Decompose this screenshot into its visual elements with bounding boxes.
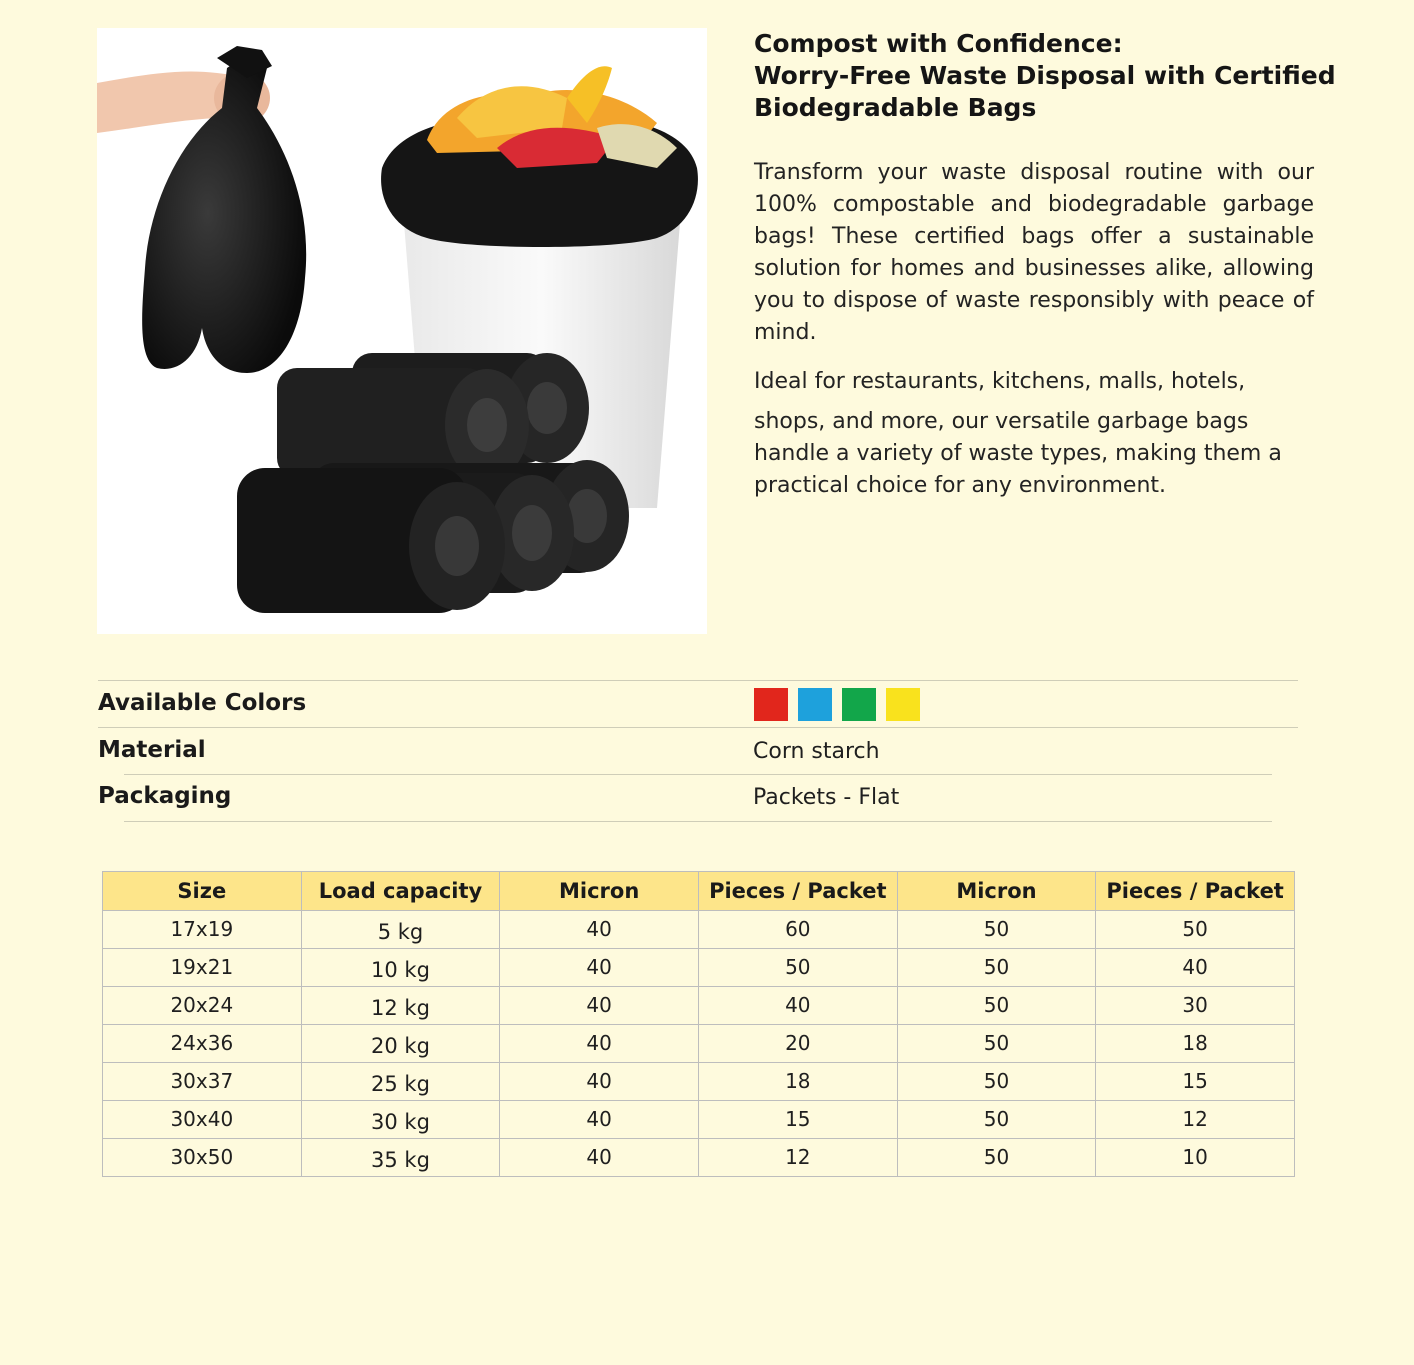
- cell-size: 30x50: [103, 1139, 302, 1177]
- packaging-value: Packets - Flat: [753, 785, 900, 810]
- color-swatch-yellow: [886, 688, 920, 721]
- cell-micron: 40: [500, 911, 699, 949]
- cell-micron: 40: [500, 1101, 699, 1139]
- cell-micron: 40: [500, 1025, 699, 1063]
- cell-micron: 50: [897, 987, 1096, 1025]
- heading-line-3: Biodegradable Bags: [754, 93, 1037, 122]
- header-size: Size: [103, 872, 302, 911]
- cell-pieces: 60: [698, 911, 897, 949]
- color-swatches: [754, 688, 920, 721]
- product-photo: [97, 28, 707, 634]
- cell-pieces: 12: [1096, 1101, 1295, 1139]
- table-row: [103, 1063, 1295, 1101]
- divider: [98, 680, 1298, 681]
- divider: [124, 821, 1272, 822]
- cell-pieces: 10: [1096, 1139, 1295, 1177]
- header-load-capacity: Load capacity: [301, 872, 500, 911]
- cell-pieces: 12: [698, 1139, 897, 1177]
- cell-load: 35 kg: [301, 1139, 500, 1177]
- cell-pieces: 20: [698, 1025, 897, 1063]
- color-swatch-blue: [798, 688, 832, 721]
- header-micron: Micron: [897, 872, 1096, 911]
- cell-pieces: 18: [1096, 1025, 1295, 1063]
- cell-micron: 40: [500, 949, 699, 987]
- cell-load: 25 kg: [301, 1063, 500, 1101]
- cell-pieces: 50: [1096, 911, 1295, 949]
- header-micron: Micron: [500, 872, 699, 911]
- table-row: [103, 1101, 1295, 1139]
- material-value: Corn starch: [753, 739, 880, 764]
- cell-size: 24x36: [103, 1025, 302, 1063]
- product-heading: [754, 28, 1354, 124]
- header-pieces-per-packet: Pieces / Packet: [698, 872, 897, 911]
- divider: [98, 727, 1298, 728]
- cell-micron: 50: [897, 911, 1096, 949]
- cell-pieces: 50: [698, 949, 897, 987]
- cell-size: 30x40: [103, 1101, 302, 1139]
- description-paragraph: Transform your waste disposal routine with our 100% compostable and biodegradable garbage bags! These certified bags offer a sustainable solution for homes and businesses alike, allowing you to dispose of waste responsibly with peace of mind.: [754, 160, 1314, 345]
- table-row: [103, 987, 1295, 1025]
- heading-line-1: Compost with Confidence:: [754, 29, 1123, 58]
- cell-pieces: 40: [698, 987, 897, 1025]
- table-row: [103, 949, 1295, 987]
- cell-size: 19x21: [103, 949, 302, 987]
- cell-load: 30 kg: [301, 1101, 500, 1139]
- header-pieces-per-packet: Pieces / Packet: [1096, 872, 1295, 911]
- packaging-label: Packaging: [98, 783, 232, 809]
- cell-micron: 50: [897, 1063, 1096, 1101]
- cell-load: 20 kg: [301, 1025, 500, 1063]
- cell-micron: 40: [500, 1139, 699, 1177]
- color-swatch-red: [754, 688, 788, 721]
- cell-micron: 40: [500, 987, 699, 1025]
- cell-load: 5 kg: [301, 911, 500, 949]
- cell-micron: 50: [897, 1139, 1096, 1177]
- table-row: [103, 911, 1295, 949]
- cell-pieces: 18: [698, 1063, 897, 1101]
- table-row: [103, 1139, 1295, 1177]
- cell-size: 20x24: [103, 987, 302, 1025]
- table-header-row: [103, 872, 1295, 911]
- cell-micron: 50: [897, 949, 1096, 987]
- cell-load: 10 kg: [301, 949, 500, 987]
- size-table: [102, 871, 1295, 1177]
- table-row: [103, 1025, 1295, 1063]
- material-label: Material: [98, 737, 206, 763]
- cell-pieces: 30: [1096, 987, 1295, 1025]
- divider: [124, 774, 1272, 775]
- cell-pieces: 15: [698, 1101, 897, 1139]
- cell-micron: 50: [897, 1025, 1096, 1063]
- color-swatch-green: [842, 688, 876, 721]
- cell-pieces: 40: [1096, 949, 1295, 987]
- usage-paragraph-line1: Ideal for restaurants, kitchens, malls, hotels,: [754, 369, 1246, 394]
- colors-label: Available Colors: [98, 690, 307, 716]
- cell-micron: 50: [897, 1101, 1096, 1139]
- cell-micron: 40: [500, 1063, 699, 1101]
- heading-line-2: Worry-Free Waste Disposal with Certified: [754, 61, 1336, 90]
- cell-size: 17x19: [103, 911, 302, 949]
- cell-size: 30x37: [103, 1063, 302, 1101]
- cell-load: 12 kg: [301, 987, 500, 1025]
- usage-paragraph: [754, 366, 1314, 502]
- cell-pieces: 15: [1096, 1063, 1295, 1101]
- usage-paragraph-rest: shops, and more, our versatile garbage bags handle a variety of waste types, making them a practical choice for any environment.: [754, 409, 1282, 498]
